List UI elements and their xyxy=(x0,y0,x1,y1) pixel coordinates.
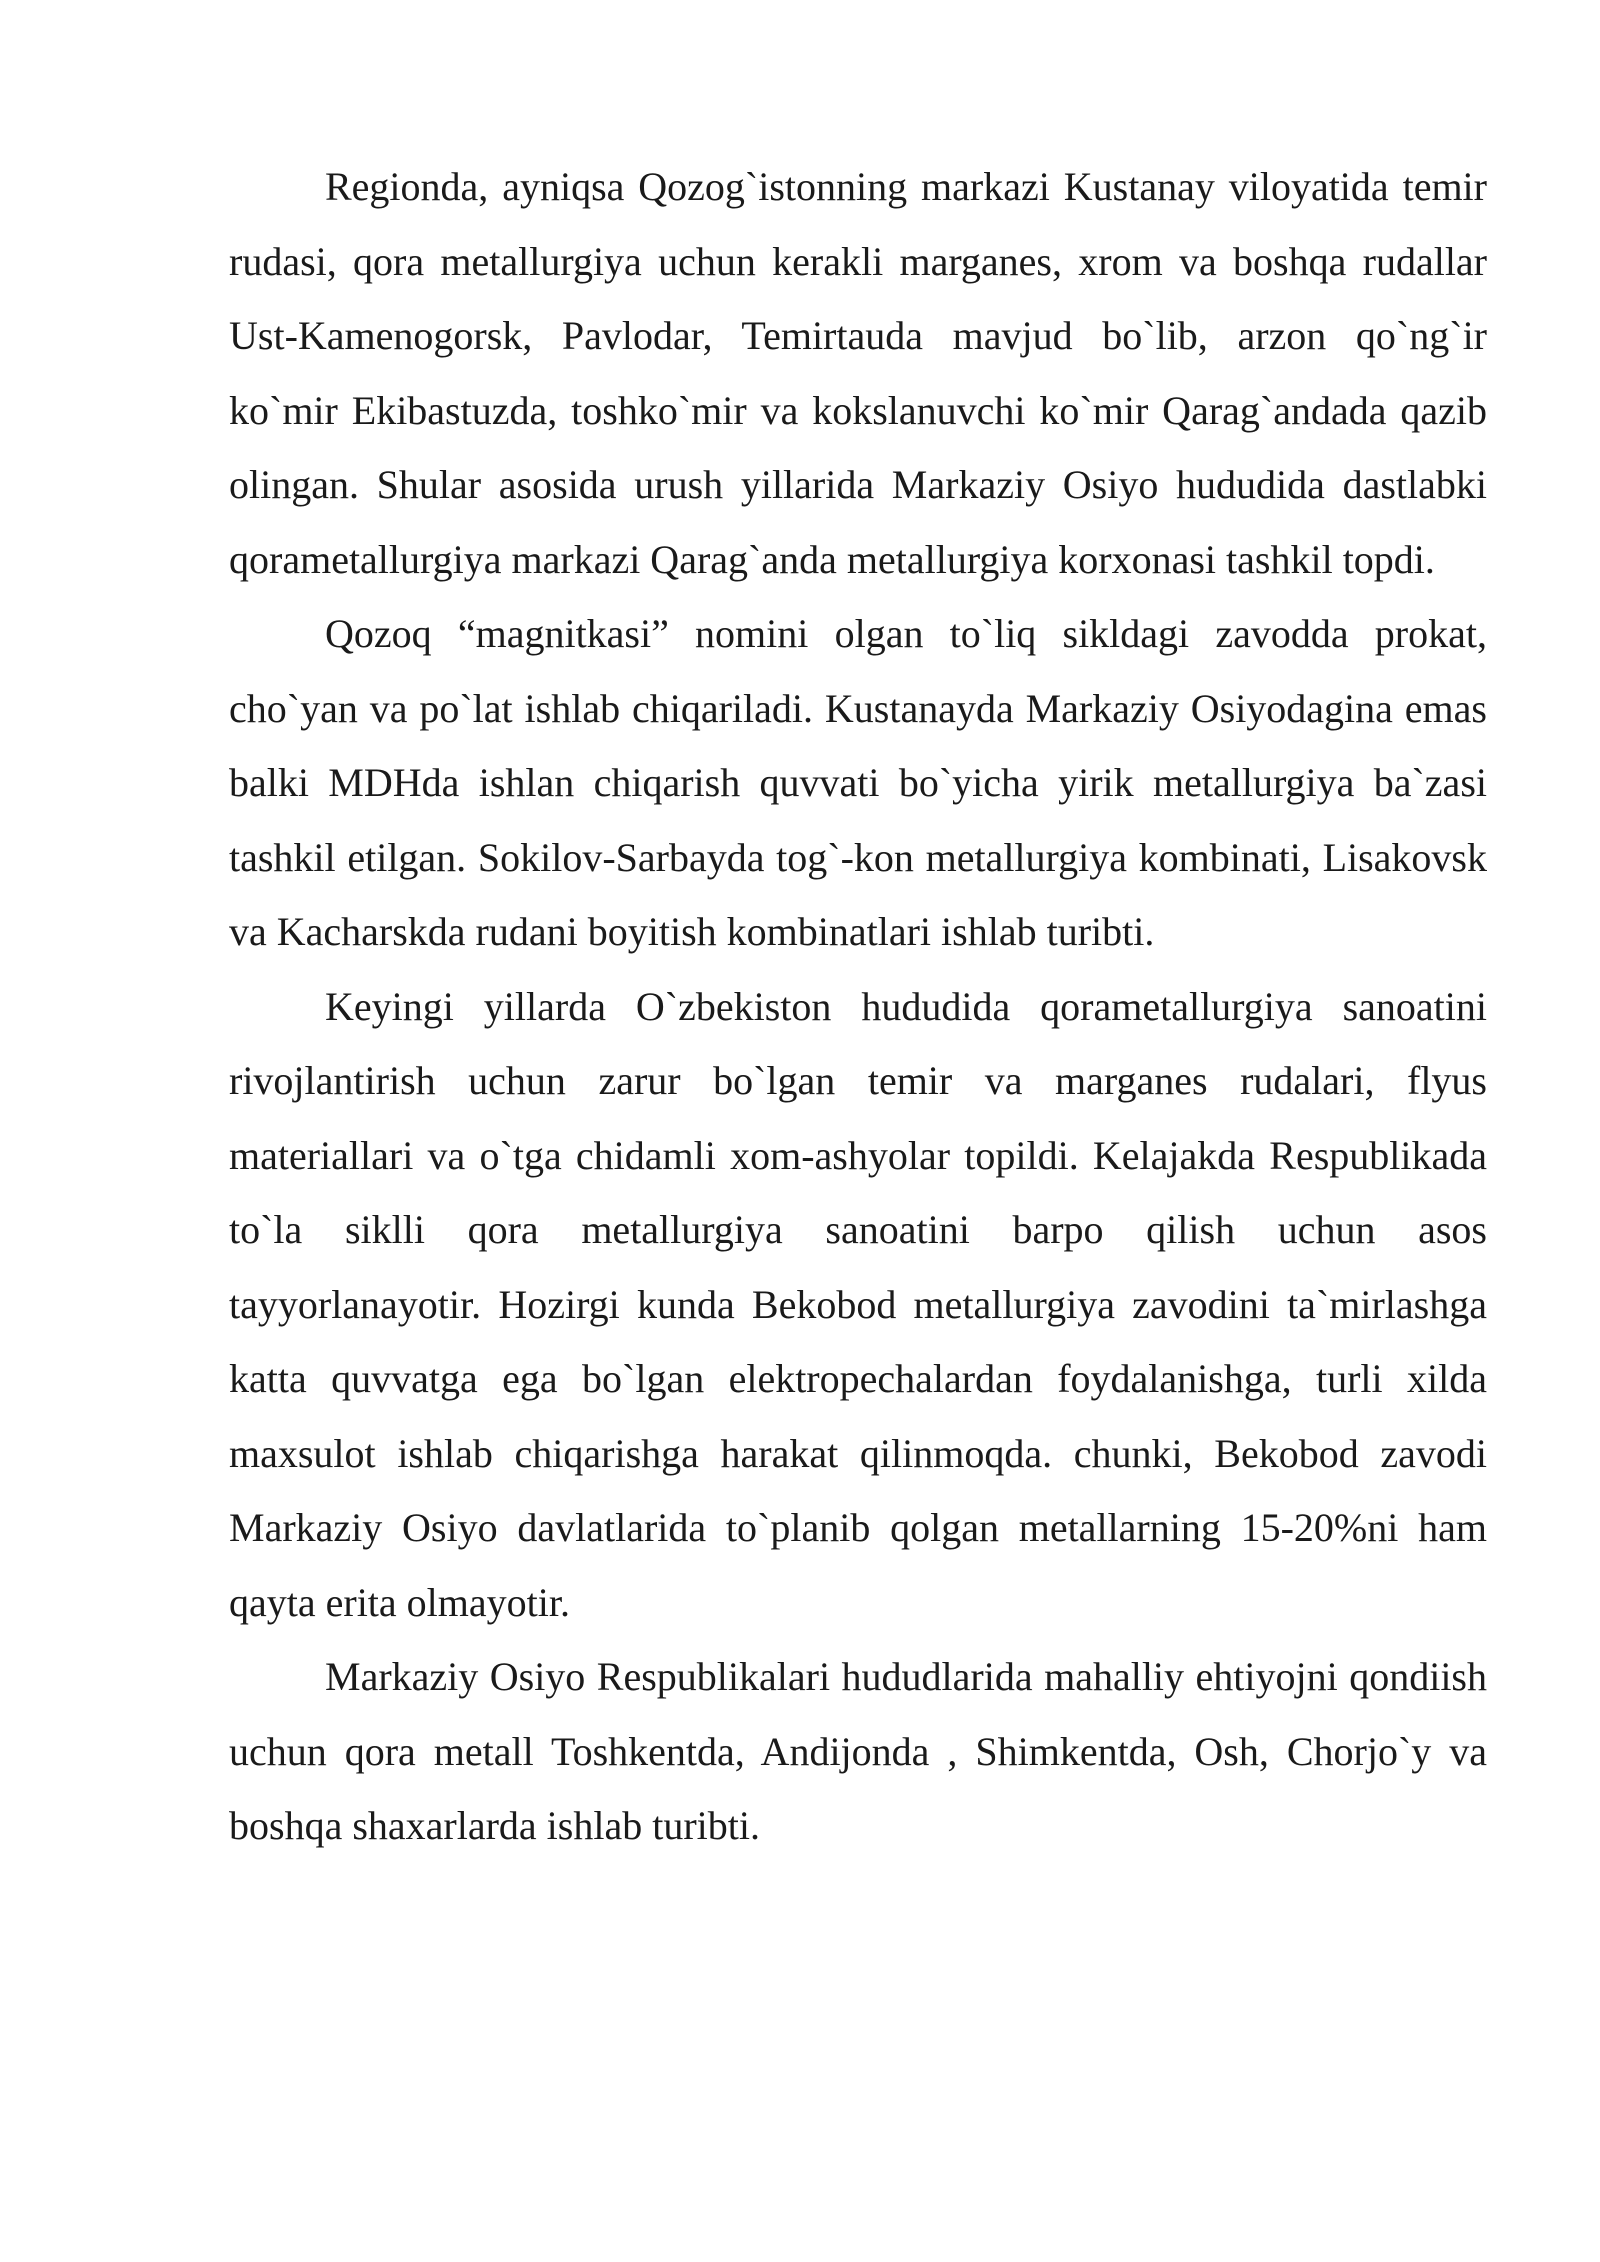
paragraph-2: Qozoq “magnitkasi” nomini olgan to`liq sikldagi zavodda prokat, cho`yan va po`lat ishlab chiqariladi. Kustanayda Markaziy Osiyodagina emas balki MDHda ishlan chiqarish quvvati bo`yicha yirik metallurgiya ba`zasi tashkil etilgan. Sokilov-Sarbayda tog`-kon metallurgiya kombinati, Lisakovsk va Kacharskda rudani boyitish kombinatlari ishlab turibti. xyxy=(229,611,1487,954)
document-page xyxy=(229,150,1487,1864)
paragraph-3: Keyingi yillarda O`zbekiston hududida qorametallurgiya sanoatini rivojlantirish uchun zarur bo`lgan temir va marganes rudalari, flyus materiallari va o`tga chidamli xom-ashyolar topildi. Kelajakda Respublikada to`la siklli qora metallurgiya sanoatini barpo qilish uchun asos tayyorlanayotir. Hozirgi kunda Bekobod metallurgiya zavodini ta`mirlashga katta quvvatga ega bo`lgan elektropechalardan foydalanishga, turli xilda maxsulot ishlab chiqarishga harakat qilinmoqda. chunki, Bekobod zavodi Markaziy Osiyo davlatlarida to`planib qolgan metallarning 15-20%ni ham qayta erita olmayotir. xyxy=(229,983,1487,1625)
paragraph-4: Markaziy Osiyo Respublikalari hududlarida mahalliy ehtiyojni qondiish uchun qora metall Toshkentda, Andijonda , Shimkentda, Osh, Chorjo`y va boshqa shaxarlarda ishlab turibti. xyxy=(229,1654,1487,1848)
paragraph-1: Regionda, ayniqsa Qozog`istonning markazi Kustanay viloyatida temir rudasi, qora metallurgiya uchun kerakli marganes, xrom va boshqa rudallar Ust-Kamenogorsk, Pavlodar, Temirtauda mavjud bo`lib, arzon qo`ng`ir ko`mir Ekibastuzda, toshko`mir va kokslanuvchi ko`mir Qarag`andada qazib olingan. Shular asosida urush yillarida Markaziy Osiyo hududida dastlabki qorametallurgiya markazi Qarag`anda metallurgiya korxonasi tashkil topdi. xyxy=(229,164,1487,582)
